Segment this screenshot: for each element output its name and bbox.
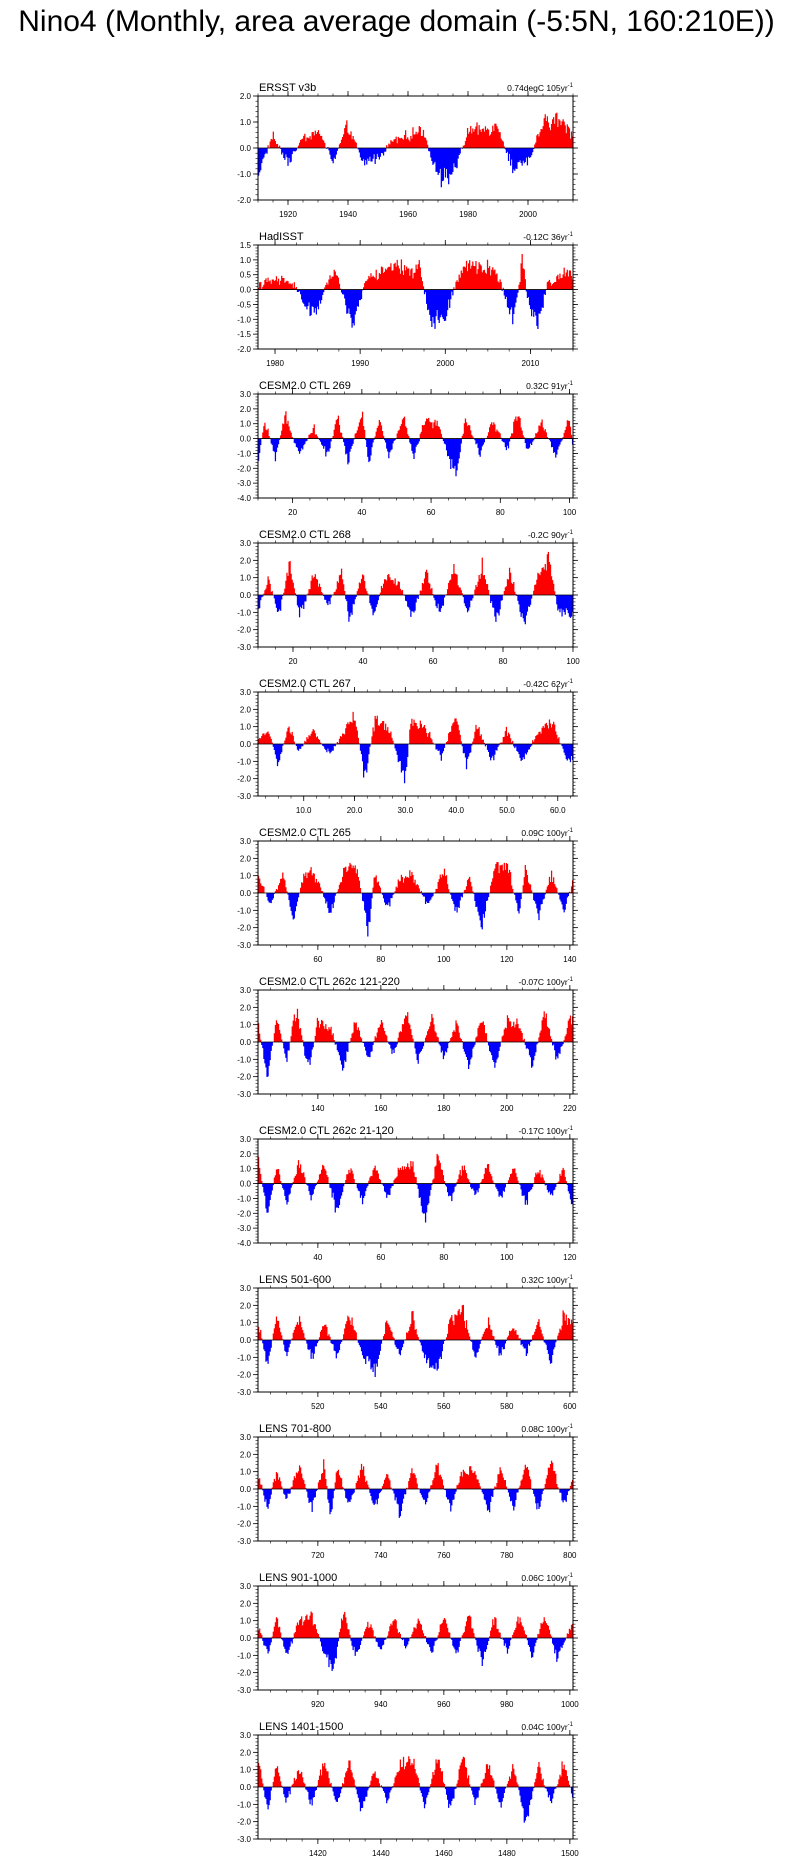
x-tick-label: 1920 [279, 210, 297, 219]
panel-5 [237, 678, 578, 815]
trend-exponent: -1 [567, 679, 573, 685]
positive-anomaly-area [263, 552, 555, 595]
panel-trend: 0.04C $100yr^{-1}$ [521, 1722, 573, 1732]
x-tick-label: 160 [374, 1104, 388, 1113]
x-tick-label: 980 [500, 1700, 514, 1709]
y-tick-label: 0.0 [239, 591, 251, 600]
positive-anomaly-area [258, 254, 573, 290]
positive-anomaly-area [258, 862, 573, 893]
x-tick-label: 1440 [371, 1849, 390, 1857]
negative-anomaly-area [262, 1489, 570, 1518]
x-tick-label: 100 [437, 955, 451, 964]
x-tick-label: 60 [376, 1253, 386, 1262]
y-tick-label: 1.0 [239, 118, 251, 127]
y-tick-label: 2.0 [239, 1748, 251, 1758]
x-tick-label: 600 [563, 1402, 577, 1411]
negative-anomaly-area [297, 290, 546, 329]
x-tick-label: 560 [437, 1402, 451, 1411]
y-tick-label: -1.0 [237, 449, 251, 459]
negative-anomaly-area [262, 1184, 573, 1223]
y-tick-label: -3.0 [237, 643, 251, 652]
y-tick-label: -2.0 [237, 625, 251, 635]
panel-trend: 0.06C $100yr^{-1}$ [521, 1573, 573, 1583]
panel-12 [237, 1721, 579, 1857]
positive-anomaly-area [258, 1009, 573, 1042]
x-tick-label: 80 [439, 1253, 449, 1262]
x-tick-label: 520 [311, 1402, 325, 1411]
trend-exponent: -1 [567, 1573, 573, 1579]
x-tick-label: 40 [358, 657, 368, 666]
trend-exponent: -1 [567, 232, 573, 238]
x-tick-label: 60 [428, 657, 438, 666]
positive-anomaly-area [262, 411, 572, 438]
y-tick-label: 1.0 [239, 1616, 251, 1626]
x-tick-label: 100 [566, 657, 580, 666]
y-tick-label: -1.0 [237, 1800, 251, 1810]
x-tick-label: 200 [500, 1104, 514, 1113]
y-tick-label: -1.0 [237, 170, 251, 179]
negative-anomaly-area [263, 1787, 573, 1823]
x-tick-label: 1420 [308, 1849, 327, 1857]
panel-10 [237, 1423, 578, 1560]
y-tick-label: -3.0 [237, 941, 251, 950]
x-tick-label: 960 [437, 1700, 451, 1709]
positive-anomaly-area [258, 1305, 573, 1340]
x-tick-label: 1000 [560, 1700, 579, 1709]
panel-title: CESM2.0 CTL 262c 21-120 [259, 1125, 394, 1137]
y-tick-label: -1.5 [237, 330, 251, 340]
x-tick-label: 1500 [560, 1849, 579, 1857]
y-tick-label: -3.0 [237, 1686, 251, 1695]
y-tick-label: 2.0 [239, 556, 251, 566]
y-tick-label: -4.0 [237, 494, 251, 503]
y-tick-label: 0.0 [239, 285, 251, 295]
y-tick-label: -3.0 [237, 1388, 251, 1397]
y-tick-label: 1.5 [239, 241, 251, 250]
y-tick-label: 3.0 [239, 390, 251, 399]
negative-anomaly-area [273, 744, 574, 783]
x-tick-label: 120 [563, 1253, 577, 1262]
panel-trend: -0.17C $100yr^{-1}$ [518, 1126, 573, 1136]
panel-11 [237, 1572, 579, 1709]
x-tick-label: 2000 [519, 210, 537, 219]
y-tick-label: 1.0 [239, 1020, 251, 1030]
x-tick-label: 10.0 [295, 806, 312, 815]
panel-title: CESM2.0 CTL 267 [259, 678, 351, 690]
x-tick-label: 60.0 [549, 806, 566, 815]
y-tick-label: -1.0 [237, 608, 251, 618]
y-tick-label: 2.0 [239, 92, 251, 101]
x-tick-label: 60 [426, 508, 436, 517]
y-tick-label: 0.0 [239, 1783, 251, 1792]
panel-trend: 0.74degC $105yr^{-1}$ [507, 83, 573, 93]
x-tick-label: 720 [311, 1551, 325, 1560]
y-tick-label: 0.0 [239, 434, 251, 444]
positive-anomaly-area [258, 1756, 570, 1787]
x-tick-label: 30.0 [397, 806, 414, 815]
y-tick-label: 0.0 [239, 740, 251, 749]
y-tick-label: 0.0 [239, 889, 251, 898]
x-tick-label: 540 [374, 1402, 388, 1411]
panel-8 [237, 1125, 578, 1262]
y-tick-label: -1.0 [237, 1055, 251, 1065]
panel-2 [237, 231, 578, 368]
panel-trend: -0.12C $36yr^{-1}$ [523, 232, 573, 242]
y-tick-label: 1.0 [239, 1164, 251, 1174]
panel-trend: 0.32C $100yr^{-1}$ [521, 1275, 573, 1285]
y-tick-label: 2.0 [239, 1003, 251, 1013]
x-tick-label: 100 [500, 1253, 514, 1262]
y-tick-label: 2.0 [239, 1599, 251, 1609]
y-tick-label: -1.0 [237, 315, 251, 325]
figure-title: Nino4 (Monthly, area average domain (-5:5N, 160:210E)) [18, 5, 775, 38]
y-tick-label: 3.0 [239, 1135, 251, 1144]
trend-exponent: -1 [567, 1275, 573, 1281]
y-tick-label: 3.0 [239, 539, 251, 548]
y-tick-label: -1.0 [237, 1651, 251, 1661]
trend-exponent: -1 [567, 83, 573, 89]
x-tick-label: 1960 [399, 210, 417, 219]
negative-anomaly-area [258, 595, 573, 624]
x-tick-label: 1980 [459, 210, 477, 219]
negative-anomaly-area [258, 439, 573, 477]
x-tick-label: 760 [437, 1551, 451, 1560]
y-tick-label: 3.0 [239, 1284, 251, 1293]
x-tick-label: 40 [313, 1253, 323, 1262]
y-tick-label: -2.0 [237, 196, 251, 205]
x-tick-label: 120 [500, 955, 514, 964]
y-tick-label: -2.0 [237, 1209, 251, 1219]
panel-7 [237, 976, 578, 1113]
y-tick-label: 3.0 [239, 986, 251, 995]
positive-anomaly-area [258, 1154, 567, 1184]
panel-3 [237, 380, 578, 517]
panel-title: CESM2.0 CTL 269 [259, 380, 351, 392]
trend-exponent: -1 [567, 530, 573, 536]
y-tick-label: -3.0 [237, 1090, 251, 1099]
y-tick-label: -2.0 [237, 1668, 251, 1678]
y-tick-label: 1.0 [239, 871, 251, 881]
y-tick-label: 2.0 [239, 854, 251, 864]
x-tick-label: 740 [374, 1551, 388, 1560]
positive-anomaly-area [258, 1611, 573, 1638]
x-tick-label: 2010 [521, 359, 540, 368]
panel-trend: -0.42C $62yr^{-1}$ [523, 679, 573, 689]
positive-anomaly-area [267, 113, 573, 148]
panel-title: LENS 701-800 [259, 1423, 332, 1435]
y-tick-label: 0.0 [239, 1634, 251, 1643]
x-tick-label: 1940 [339, 210, 357, 219]
trend-exponent: -1 [567, 828, 573, 834]
y-tick-label: -3.0 [237, 1224, 251, 1234]
y-tick-label: -2.0 [237, 1370, 251, 1380]
y-tick-label: 2.0 [239, 1301, 251, 1311]
y-tick-label: -0.5 [237, 300, 251, 310]
x-tick-label: 180 [437, 1104, 451, 1113]
y-tick-label: 1.0 [239, 573, 251, 583]
y-tick-label: -2.0 [237, 1817, 251, 1827]
y-tick-label: 3.0 [239, 1433, 251, 1442]
x-tick-label: 780 [500, 1551, 514, 1560]
y-tick-label: 2.0 [239, 705, 251, 715]
panel-title: CESM2.0 CTL 265 [259, 827, 351, 839]
y-tick-label: 0.0 [239, 144, 251, 153]
y-tick-label: 0.0 [239, 1179, 251, 1189]
y-tick-label: -1.0 [237, 1353, 251, 1363]
y-tick-label: -3.0 [237, 792, 251, 801]
y-tick-label: 1.0 [239, 419, 251, 429]
trend-exponent: -1 [567, 1424, 573, 1430]
panel-title: CESM2.0 CTL 262c 121-220 [259, 976, 400, 988]
y-tick-label: -1.0 [237, 757, 251, 767]
y-tick-label: -1.0 [237, 906, 251, 916]
y-tick-label: 2.0 [239, 1450, 251, 1460]
x-tick-label: 1980 [266, 359, 284, 368]
trend-exponent: -1 [567, 1722, 573, 1728]
y-tick-label: 0.0 [239, 1038, 251, 1047]
y-tick-label: -2.0 [237, 1519, 251, 1529]
panel-6 [237, 827, 578, 964]
x-tick-label: 800 [563, 1551, 577, 1560]
panel-trend: -0.07C $100yr^{-1}$ [518, 977, 573, 987]
y-tick-label: 0.5 [239, 270, 251, 280]
panel-trend: 0.09C $100yr^{-1}$ [521, 828, 573, 838]
y-tick-label: -2.0 [237, 464, 251, 474]
y-tick-label: 3.0 [239, 837, 251, 846]
y-tick-label: 3.0 [239, 1731, 251, 1740]
x-tick-label: 940 [374, 1700, 388, 1709]
positive-anomaly-area [258, 1459, 573, 1489]
y-tick-label: -2.0 [237, 1072, 251, 1082]
x-tick-label: 80 [376, 955, 386, 964]
x-tick-label: 580 [500, 1402, 514, 1411]
x-tick-label: 80 [495, 508, 505, 517]
x-tick-label: 50.0 [499, 806, 515, 815]
y-tick-label: 0.0 [239, 1336, 251, 1345]
trend-exponent: -1 [567, 977, 573, 983]
x-tick-label: 140 [311, 1104, 325, 1113]
y-tick-label: -2.0 [237, 774, 251, 784]
y-tick-label: 1.0 [239, 1318, 251, 1328]
positive-anomaly-area [258, 712, 562, 744]
y-tick-label: 1.0 [239, 1765, 251, 1775]
y-tick-label: -2.0 [237, 345, 251, 354]
panel-title: LENS 1401-1500 [259, 1721, 344, 1733]
x-tick-label: 100 [562, 508, 577, 517]
negative-anomaly-area [258, 148, 534, 187]
negative-anomaly-area [261, 1042, 564, 1077]
x-tick-label: 40 [357, 508, 367, 517]
panel-9 [237, 1274, 578, 1411]
y-tick-label: 1.0 [239, 255, 251, 265]
x-tick-label: 920 [311, 1700, 325, 1709]
panel-title: LENS 901-1000 [259, 1572, 338, 1584]
panel-title: HadISST [259, 231, 304, 243]
panel-4 [237, 529, 580, 666]
y-tick-label: -3.0 [237, 1835, 251, 1844]
x-tick-label: 1460 [434, 1849, 453, 1857]
panel-trend: 0.08C $100yr^{-1}$ [521, 1424, 573, 1434]
x-tick-label: 1990 [351, 359, 370, 368]
y-tick-label: 1.0 [239, 1467, 251, 1477]
x-tick-label: 2000 [436, 359, 455, 368]
y-tick-label: 2.0 [239, 404, 251, 414]
x-tick-label: 40.0 [448, 806, 464, 815]
y-tick-label: -1.0 [237, 1194, 251, 1204]
trend-exponent: -1 [567, 1126, 573, 1132]
y-tick-label: 1.0 [239, 722, 251, 732]
panel-trend: 0.32C $91yr^{-1}$ [526, 381, 573, 391]
y-tick-label: 3.0 [239, 1582, 251, 1591]
y-tick-label: 3.0 [239, 688, 251, 697]
panel-title: LENS 501-600 [259, 1274, 332, 1286]
x-tick-label: 20 [288, 657, 298, 666]
negative-anomaly-area [264, 893, 569, 936]
x-tick-label: 20.0 [346, 806, 363, 815]
trend-exponent: -1 [567, 381, 573, 387]
y-tick-label: -3.0 [237, 479, 251, 489]
negative-anomaly-area [262, 1340, 557, 1377]
panel-trend: -0.2C $90yr^{-1}$ [527, 530, 573, 540]
panel-1 [237, 82, 578, 219]
x-tick-label: 1480 [497, 1849, 516, 1857]
y-tick-label: -3.0 [237, 1537, 251, 1546]
x-tick-label: 20 [288, 508, 298, 517]
panel-title: CESM2.0 CTL 268 [259, 529, 351, 541]
y-tick-label: -2.0 [237, 923, 251, 933]
negative-anomaly-area [262, 1638, 566, 1671]
y-tick-label: 0.0 [239, 1485, 251, 1494]
y-tick-label: 2.0 [239, 1149, 251, 1159]
y-tick-label: -1.0 [237, 1502, 251, 1512]
x-tick-label: 140 [563, 955, 577, 964]
x-tick-label: 220 [563, 1104, 577, 1113]
panel-title: ERSST v3b [259, 82, 317, 94]
x-tick-label: 80 [498, 657, 508, 666]
y-tick-label: -4.0 [237, 1239, 251, 1248]
x-tick-label: 60 [313, 955, 323, 964]
